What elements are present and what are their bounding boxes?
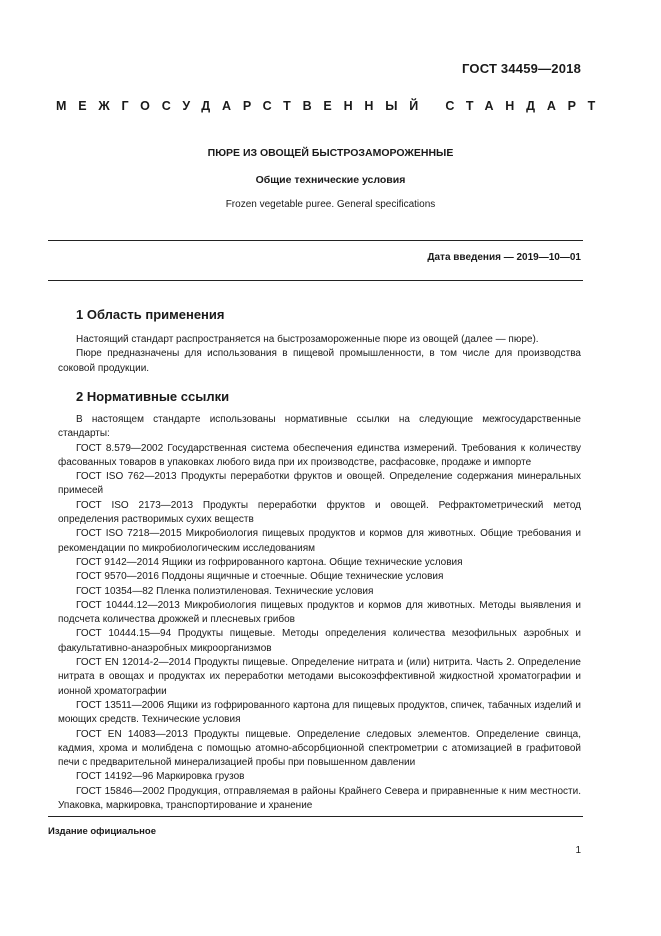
page-number: 1 xyxy=(575,845,581,856)
reference-item: ГОСТ EN 14083—2013 Продукты пищевые. Определение следовых элементов. Определение свинца, кадмия, хрома и молибдена с помощью атомно-абсорбционной спектрометрии с атомизацией в графитовой печи с предварительной минерализацией пробы при повышенном давлении xyxy=(58,728,581,769)
section-2-heading: 2 Нормативные ссылки xyxy=(76,389,230,404)
edition-label: Издание официальное xyxy=(48,826,156,837)
document-subtitle: Общие технические условия xyxy=(255,174,406,186)
interstate-standard-banner: МЕЖГОСУДАРСТВЕННЫЙ СТАНДАРТ xyxy=(56,99,608,113)
reference-item: ГОСТ 9142—2014 Ящики из гофрированного картона. Общие технические условия xyxy=(76,556,463,568)
reference-item: ГОСТ ISO 762—2013 Продукты переработки фруктов и овощей. Определение содержания минеральных примесей xyxy=(58,471,581,497)
introduction-date: Дата введения — 2019—10—01 xyxy=(427,252,581,263)
intro-divider xyxy=(48,280,583,281)
section-1-heading: 1 Область применения xyxy=(76,307,225,322)
reference-item: ГОСТ 10354—82 Пленка полиэтиленовая. Технические условия xyxy=(76,585,374,597)
reference-item: ГОСТ ISO 7218—2015 Микробиология пищевых продуктов и кормов для животных. Общие требования и рекомендации по микробиологическим исследованиям xyxy=(58,528,581,554)
reference-item: ГОСТ EN 12014-2—2014 Продукты пищевые. Определение нитрата и (или) нитрита. Часть 2. Определение нитрата в овощах и продуктах их переработки методами высокоэффективной жидкостной хроматографии и ионной хроматографии xyxy=(58,657,581,697)
paragraph: Пюре предназначены для использования в пищевой промышленности, в том числе для производства соковой продукции. xyxy=(58,348,581,374)
document-number: ГОСТ 34459—2018 xyxy=(462,61,581,76)
reference-item: ГОСТ 9570—2016 Поддоны ящичные и стоечные. Общие технические условия xyxy=(76,571,444,583)
reference-item: ГОСТ ISO 2173—2013 Продукты переработки фруктов и овощей. Рефрактометрический метод определения растворимых сухих веществ xyxy=(58,499,581,526)
reference-item: ГОСТ 14192—96 Маркировка грузов xyxy=(76,771,245,783)
reference-item: ГОСТ 8.579—2002 Государственная система обеспечения единства измерений. Требования к количеству фасованных товаров в упаковках любого вида при их производстве, расфасовке, продаже и импорте xyxy=(58,442,581,468)
document-title: ПЮРЕ ИЗ ОВОЩЕЙ БЫСТРОЗАМОРОЖЕННЫЕ xyxy=(207,147,454,159)
header-divider xyxy=(48,240,583,241)
paragraph: Настоящий стандарт распространяется на быстрозамороженные пюре из овощей (далее — пюре). xyxy=(76,334,539,345)
section-1-body xyxy=(58,333,581,376)
reference-item: ГОСТ 15846—2002 Продукция, отправляемая в районы Крайнего Севера и приравненные к ним местности. Упаковка, маркировка, транспортирование и хранение xyxy=(58,785,581,812)
reference-item: ГОСТ 10444.15—94 Продукты пищевые. Методы определения количества мезофильных аэробных и факультативно-анаэробных микроорганизмов xyxy=(58,628,581,654)
section-2-body xyxy=(58,413,581,813)
english-title: Frozen vegetable puree. General specifications xyxy=(225,199,436,210)
footer-divider xyxy=(48,816,583,817)
reference-item: ГОСТ 10444.12—2013 Микробиология пищевых продуктов и кормов для животных. Методы выявления и подсчета количества дрожжей и плесневых грибов xyxy=(58,599,581,626)
reference-item: ГОСТ 13511—2006 Ящики из гофрированного картона для пищевых продуктов, спичек, табачных изделий и моющих средств. Технические условия xyxy=(58,699,581,726)
paragraph: В настоящем стандарте использованы нормативные ссылки на следующие межгосударственные стандарты: xyxy=(58,414,581,440)
